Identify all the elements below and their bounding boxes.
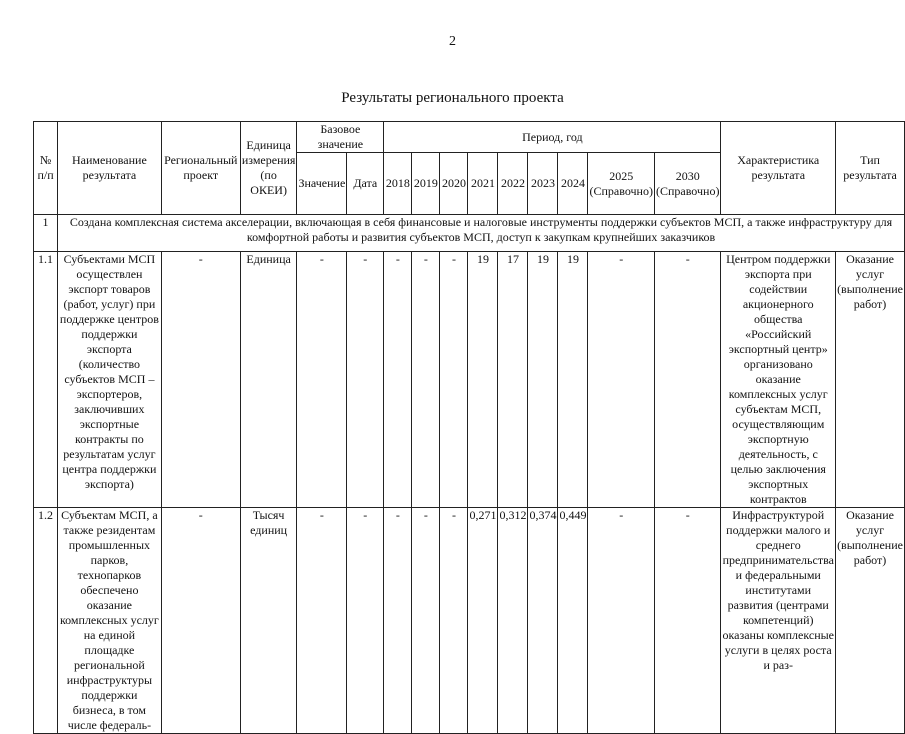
row-year-2030: - — [654, 508, 720, 734]
header-base-group: Базовое значение — [297, 122, 384, 153]
table-row — [34, 252, 905, 508]
row-year-2020: - — [440, 508, 468, 734]
row-year-2022: 0,312 — [498, 508, 528, 734]
header-year-2022: 2022 — [498, 153, 528, 215]
header-year-2021: 2021 — [468, 153, 498, 215]
header-year-2030: 2030 (Справочно) — [654, 153, 720, 215]
results-table — [33, 121, 905, 734]
row-base-value: - — [297, 508, 347, 734]
row-year-2024: 19 — [558, 252, 588, 508]
row-base-date: - — [347, 252, 384, 508]
header-base-value: Значение — [297, 153, 347, 215]
row-year-2021: 19 — [468, 252, 498, 508]
row-project: - — [161, 508, 240, 734]
row-name: Субъектами МСП осуществлен экспорт товаров (работ, услуг) при поддержке центров поддержки экспорта (количество субъектов МСП – экспортеров, заключивших экспортные контракты по результатам услуг центра поддержки экспорта) — [58, 252, 162, 508]
row-base-value: - — [297, 252, 347, 508]
row-year-2019: - — [412, 508, 440, 734]
header-type: Тип результата — [836, 122, 905, 215]
row-characteristic: Центром поддержки экспорта при содействии акционерного общества «Российский экспортный центр» организовано оказание комплексных услуг субъектам МСП, осуществляющим экспортную деятельность, с целью заключения экспортных контрактов — [721, 252, 836, 508]
row-year-2023: 19 — [528, 252, 558, 508]
row-num: 1.1 — [34, 252, 58, 508]
header-year-2025: 2025 (Справочно) — [588, 153, 654, 215]
row-num: 1.2 — [34, 508, 58, 734]
section-text: Создана комплексная система акселерации, включающая в себя финансовые и налоговые инструменты поддержки субъектов МСП, а также инфраструктуру для комфортной работы и развития субъектов МСП, доступ к закупкам крупнейших заказчиков — [58, 215, 905, 252]
header-period-group: Период, год — [384, 122, 721, 153]
row-unit: Единица — [240, 252, 297, 508]
row-characteristic: Инфраструктурой поддержки малого и среднего предпринимательства и федеральными институтами развития (центрами компетенций) оказаны комплексные услуги в целях роста и раз- — [721, 508, 836, 734]
document-title: Результаты регионального проекта — [341, 90, 564, 106]
table-row — [34, 508, 905, 734]
row-year-2023: 0,374 — [528, 508, 558, 734]
page-number: 2 — [449, 34, 456, 49]
row-year-2018: - — [384, 508, 412, 734]
header-name: Наименование результата — [58, 122, 162, 215]
row-year-2024: 0,449 — [558, 508, 588, 734]
row-year-2030: - — [654, 252, 720, 508]
row-year-2018: - — [384, 252, 412, 508]
section-row — [34, 215, 905, 252]
header-characteristic: Характеристика результата — [721, 122, 836, 215]
row-year-2019: - — [412, 252, 440, 508]
header-base-date: Дата — [347, 153, 384, 215]
header-year-2024: 2024 — [558, 153, 588, 215]
header-year-2020: 2020 — [440, 153, 468, 215]
section-num: 1 — [34, 215, 58, 252]
row-year-2022: 17 — [498, 252, 528, 508]
row-base-date: - — [347, 508, 384, 734]
row-year-2025: - — [588, 252, 654, 508]
row-year-2020: - — [440, 252, 468, 508]
row-name: Субъектам МСП, а также резидентам промышленных парков, технопарков обеспечено оказание комплексных услуг на единой площадке региональной инфраструктуры поддержки бизнеса, в том числе федераль- — [58, 508, 162, 734]
header-num: № п/п — [34, 122, 58, 215]
header-year-2019: 2019 — [412, 153, 440, 215]
header-project: Региональный проект — [161, 122, 240, 215]
header-unit: Единица измерения (по ОКЕИ) — [240, 122, 297, 215]
header-year-2018: 2018 — [384, 153, 412, 215]
row-type: Оказание услуг (выполнение работ) — [836, 508, 905, 734]
row-project: - — [161, 252, 240, 508]
row-unit: Тысяч единиц — [240, 508, 297, 734]
row-type: Оказание услуг (выполнение работ) — [836, 252, 905, 508]
row-year-2025: - — [588, 508, 654, 734]
row-year-2021: 0,271 — [468, 508, 498, 734]
header-year-2023: 2023 — [528, 153, 558, 215]
